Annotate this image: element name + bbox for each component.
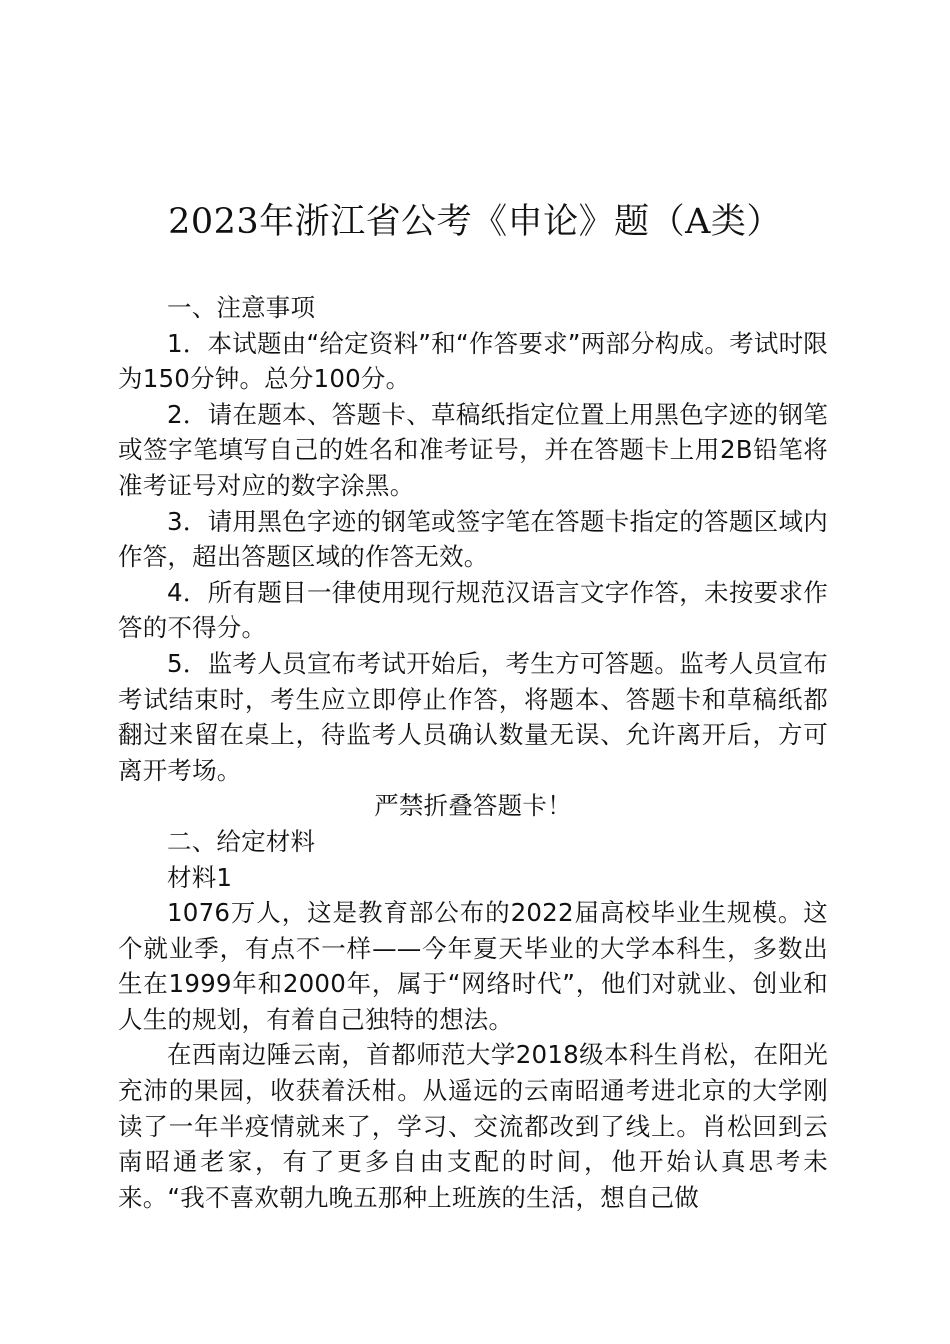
document-title: 2023年浙江省公考《申论》题（A类）: [168, 202, 782, 242]
material-paragraph-1: 1076万人，这是教育部公布的2022届高校毕业生规模。这个就业季，有点不一样——今年夏天毕业的大学本科生，多数出生在1999年和2000年，属于“网络时代”，他们对就业、创业和人生的规划，有着自己独特的想法。: [118, 898, 828, 1034]
note-item-4: 4．所有题目一律使用现行规范汉语言文字作答，未按要求作答的不得分。: [118, 577, 828, 643]
document-body: [118, 290, 828, 1215]
note-item-3: 3．请用黑色字迹的钢笔或签字笔在答题卡指定的答题区域内作答，超出答题区域的作答无效。: [118, 506, 828, 572]
warning-text: 严禁折叠答题卡！: [374, 791, 572, 821]
note-item-1: 1．本试题由“给定资料”和“作答要求”两部分构成。考试时限为150分钟。总分100分。: [118, 328, 828, 394]
note-item-5: 5．监考人员宣布考试开始后，考生方可答题。监考人员宣布考试结束时，考生应立即停止作答，将题本、答题卡和草稿纸都翻过来留在桌上，待监考人员确认数量无误、允许离开后，方可离开考场。: [118, 648, 828, 785]
section-heading-materials: 二、给定材料: [167, 826, 316, 856]
material-paragraph-2: 在西南边陲云南，首都师范大学2018级本科生肖松，在阳光充沛的果园，收获着沃柑。从遥远的云南昭通考进北京的大学刚读了一年半疫情就来了，学习、交流都改到了线上。肖松回到云南昭通老家，有了更多自由支配的时间，他开始认真思考未来。“我不喜欢朝九晚五那种上班族的生活，想自己做: [118, 1040, 828, 1212]
material-label: 材料1: [167, 862, 233, 892]
section-heading-notes: 一、注意事项: [167, 293, 316, 322]
note-item-2: 2．请在题本、答题卡、草稿纸指定位置上用黑色字迹的钢笔或签字笔填写自己的姓名和准考证号，并在答题卡上用2B铅笔将准考证号对应的数字涂黑。: [118, 399, 828, 500]
